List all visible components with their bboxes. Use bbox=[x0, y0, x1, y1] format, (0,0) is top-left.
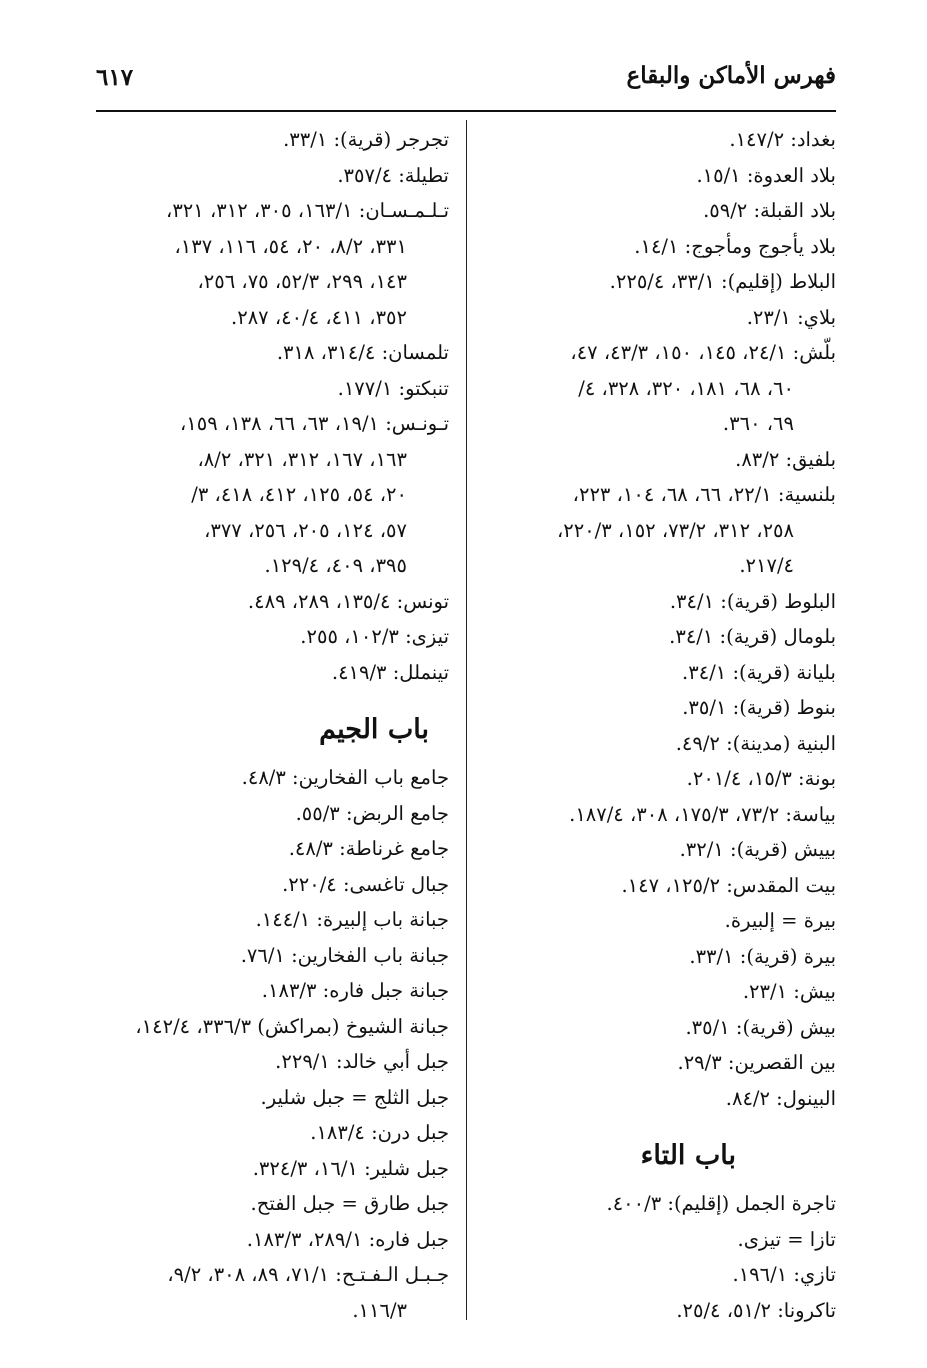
index-entry: بيش (قرية): ٣٥/١. bbox=[685, 1015, 836, 1039]
index-entry-continuation: ٢٥٨، ٣١٢، ٧٣/٢، ١٥٢، ٢٢٠/٣، bbox=[556, 518, 794, 542]
index-entry: بونة: ١٥/٣، ٢٠١/٤. bbox=[686, 767, 836, 790]
index-entry: جـبـل الـفـتـح: ٧١/١، ٨٩، ٣٠٨، ٩/٢، bbox=[167, 1263, 449, 1286]
index-entry: البينول: ٨٤/٢. bbox=[725, 1086, 836, 1110]
index-entry: البلوط (قرية): ٣٤/١. bbox=[669, 589, 836, 613]
index-entry-continuation: ١١٦/٣. bbox=[352, 1298, 407, 1322]
index-entry-continuation: ٦٩، ٣٦٠. bbox=[722, 412, 794, 435]
index-entry: جبل فاره: ٢٨٩/١، ١٨٣/٣. bbox=[246, 1227, 449, 1251]
index-entry: تيزى: ١٠٢/٣، ٢٥٥. bbox=[300, 625, 449, 648]
index-entry-continuation: ١٦٣، ١٦٧، ٣١٢، ٣٢١، ٨/٢، bbox=[197, 447, 407, 471]
index-entry: البلاط (إقليم): ٣٣/١، ٢٢٥/٤. bbox=[609, 270, 836, 293]
index-entry: جامع الربض: ٥٥/٣. bbox=[295, 801, 449, 825]
index-entry: جبال تاغسى: ٢٢٠/٤. bbox=[282, 872, 449, 896]
index-entry: تاكرونا: ٥١/٢، ٢٥/٤. bbox=[676, 1298, 836, 1322]
index-entry: بلاي: ٢٣/١. bbox=[746, 305, 836, 329]
index-entry: تونس: ١٣٥/٤، ٢٨٩، ٤٨٩. bbox=[247, 589, 449, 613]
index-entry: بلفيق: ٨٣/٢. bbox=[735, 447, 836, 471]
index-entry-continuation: ٣٣١، ٨/٢، ٢٠، ٥٤، ١١٦، ١٣٧، bbox=[174, 234, 407, 258]
page-header bbox=[96, 58, 836, 98]
index-entry: جبل شلير: ١٦/١، ٣٢٤/٣. bbox=[252, 1156, 449, 1180]
index-entry: بلاد القبلة: ٥٩/٢. bbox=[703, 199, 836, 222]
column-divider bbox=[466, 120, 467, 1320]
index-entry: بلاد العدوة: ١٥/١. bbox=[696, 163, 836, 187]
index-entry: تـونـس: ١٩/١، ٦٣، ٦٦، ١٣٨، ١٥٩، bbox=[179, 412, 449, 435]
index-entry: بياسة: ٧٣/٢، ١٧٥/٣، ٣٠٨، ١٨٧/٤. bbox=[569, 802, 836, 826]
index-entry: بين القصرين: ٢٩/٣. bbox=[677, 1051, 836, 1074]
index-entry: تينملل: ٤١٩/٣. bbox=[331, 660, 449, 684]
section-heading: باب الجيم bbox=[319, 714, 429, 745]
header-rule bbox=[96, 110, 836, 112]
index-entry: تنبكتو: ١٧٧/١. bbox=[337, 376, 449, 400]
index-entry-continuation: ٦٠، ٦٨، ١٨١، ٣٢٠، ٣٢٨، ٤/ bbox=[578, 376, 794, 400]
index-entry: تلمسان: ٣١٤/٤، ٣١٨. bbox=[276, 341, 449, 364]
index-entry: بلّش: ٢٤/١، ١٤٥، ١٥٠، ٤٣/٣، ٤٧، bbox=[570, 341, 836, 364]
right-column bbox=[488, 122, 836, 1328]
index-entry: بليانة (قرية): ٣٤/١. bbox=[682, 660, 836, 684]
index-entry: بنوط (قرية): ٣٥/١. bbox=[682, 696, 836, 719]
index-entry-continuation: ٣٥٢، ٤١١، ٤٠/٤، ٢٨٧. bbox=[231, 305, 407, 329]
index-entry: تطيلة: ٣٥٧/٤. bbox=[337, 163, 449, 187]
index-entry-continuation: ٢١٧/٤. bbox=[739, 554, 794, 577]
index-entry: جبل الثلج = جبل شلير. bbox=[260, 1085, 449, 1109]
index-entry: بيش: ٢٣/١. bbox=[742, 980, 836, 1003]
index-entry: تاجرة الجمل (إقليم): ٤٠٠/٣. bbox=[606, 1192, 836, 1215]
index-entry: بلنسية: ٢٢/١، ٦٦، ٦٨، ١٠٤، ٢٢٣، bbox=[572, 483, 836, 506]
running-title: فهرس الأماكن والبقاع bbox=[626, 62, 836, 89]
index-entry: بغداد: ١٤٧/٢. bbox=[729, 128, 836, 151]
index-entry: جبل طارق = جبل الفتح. bbox=[250, 1192, 449, 1215]
index-entry: جبل أبي خالد: ٢٢٩/١. bbox=[275, 1050, 449, 1073]
index-entry: بيرة = إلبيرة. bbox=[724, 909, 836, 932]
index-entry: جبانة الشيوخ (بمراكش) ٣٣٦/٣، ١٤٢/٤، bbox=[135, 1014, 449, 1038]
index-entry: بيت المقدس: ١٢٥/٢، ١٤٧. bbox=[621, 873, 836, 897]
index-entry: بلومال (قرية): ٣٤/١. bbox=[669, 625, 836, 648]
index-entry: تازا = تيزى. bbox=[737, 1227, 836, 1251]
index-entry: جامع باب الفخارين: ٤٨/٣. bbox=[241, 766, 449, 789]
page-number: ٦١٧ bbox=[96, 64, 134, 91]
index-entry: تجرجر (قرية): ٣٣/١. bbox=[283, 128, 449, 151]
index-entry: جبانة باب الفخارين: ٧٦/١. bbox=[240, 943, 449, 967]
index-entry: بلاد يأجوج ومأجوج: ١٤/١. bbox=[634, 234, 836, 258]
index-entry: بيرة (قرية): ٣٣/١. bbox=[689, 944, 836, 968]
index-entry: تازي: ١٩٦/١. bbox=[732, 1263, 836, 1286]
section-heading: باب التاء bbox=[640, 1140, 736, 1171]
index-entry-continuation: ٢٠، ٥٤، ١٢٥، ٤١٢، ٤١٨، ٣/ bbox=[191, 483, 407, 506]
index-entry: البنية (مدينة): ٤٩/٢. bbox=[675, 731, 836, 755]
index-entry-continuation: ٣٩٥، ٤٠٩، ١٢٩/٤. bbox=[264, 554, 407, 577]
index-entry: جبانة جبل فاره: ١٨٣/٣. bbox=[261, 979, 449, 1002]
index-entry: جبل درن: ١٨٣/٤. bbox=[310, 1121, 449, 1144]
index-entry-continuation: ١٤٣، ٢٩٩، ٥٢/٣، ٧٥، ٢٥٦، bbox=[197, 270, 407, 293]
index-entry: جبانة باب إلبيرة: ١٤٤/١. bbox=[255, 908, 449, 931]
index-entry: بييش (قرية): ٣٢/١. bbox=[679, 838, 836, 861]
index-entry: تـلـمـسـان: ١٦٣/١، ٣٠٥، ٣١٢، ٣٢١، bbox=[166, 199, 449, 222]
left-column bbox=[97, 122, 449, 1328]
index-entry: جامع غرناطة: ٤٨/٣. bbox=[288, 837, 449, 860]
index-entry-continuation: ٥٧، ١٢٤، ٢٠٥، ٢٥٦، ٣٧٧، bbox=[204, 518, 407, 542]
